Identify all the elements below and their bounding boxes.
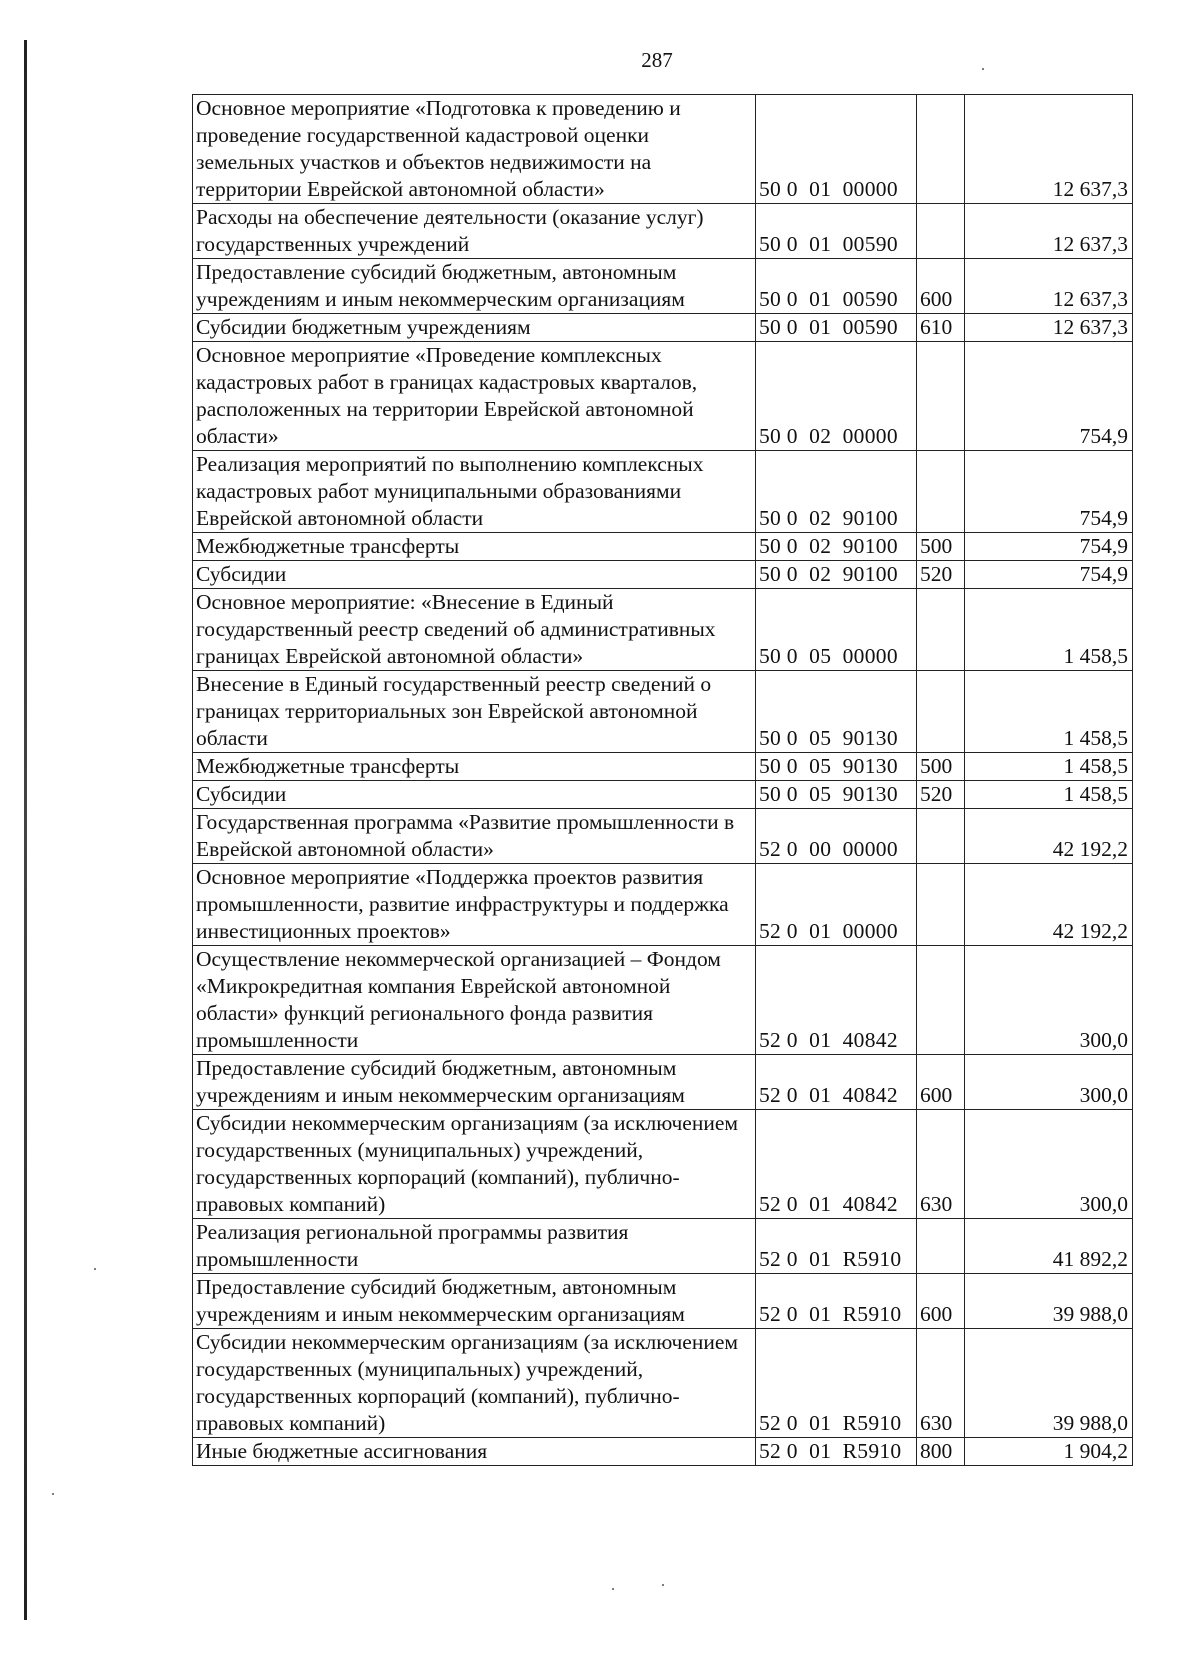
row-amount-cell: 1 458,5 <box>965 781 1133 809</box>
row-name-cell: Межбюджетные трансферты <box>193 533 756 561</box>
row-code-cell: 52 0 01 40842 <box>756 946 917 1055</box>
row-amount-cell: 754,9 <box>965 533 1133 561</box>
table-row <box>193 809 1133 864</box>
row-name-cell: Реализация мероприятий по выполнению комплексных кадастровых работ муниципальными образованиями Еврейской автономной области <box>193 451 756 533</box>
row-code-cell: 50 0 02 90100 <box>756 451 917 533</box>
row-type-cell <box>917 1219 965 1274</box>
row-amount-cell: 1 458,5 <box>965 753 1133 781</box>
row-code-cell: 50 0 02 90100 <box>756 561 917 589</box>
row-type-cell: 630 <box>917 1329 965 1438</box>
row-name-cell: Субсидии <box>193 781 756 809</box>
row-type-cell: 500 <box>917 533 965 561</box>
row-amount-cell: 300,0 <box>965 946 1133 1055</box>
row-name-cell: Основное мероприятие «Проведение комплексных кадастровых работ в границах кадастровых кварталов, расположенных на территории Еврейской автономной области» <box>193 342 756 451</box>
budget-table <box>192 94 1133 1466</box>
row-name-cell: Субсидии некоммерческим организациям (за исключением государственных (муниципальных) учреждений, государственных корпораций (компаний), публично-правовых компаний) <box>193 1329 756 1438</box>
row-name-cell: Государственная программа «Развитие промышленности в Еврейской автономной области» <box>193 809 756 864</box>
row-amount-cell: 39 988,0 <box>965 1274 1133 1329</box>
table-row <box>193 342 1133 451</box>
row-amount-cell: 41 892,2 <box>965 1219 1133 1274</box>
row-name-cell: Субсидии некоммерческим организациям (за исключением государственных (муниципальных) учреждений, государственных корпораций (компаний), публично-правовых компаний) <box>193 1110 756 1219</box>
row-code-cell: 50 0 05 90130 <box>756 753 917 781</box>
row-name-cell: Иные бюджетные ассигнования <box>193 1438 756 1466</box>
row-type-cell: 520 <box>917 561 965 589</box>
row-code-cell: 50 0 02 90100 <box>756 533 917 561</box>
row-type-cell <box>917 589 965 671</box>
table-row <box>193 946 1133 1055</box>
row-name-cell: Субсидии <box>193 561 756 589</box>
row-type-cell: 630 <box>917 1110 965 1219</box>
row-type-cell <box>917 946 965 1055</box>
row-name-cell: Основное мероприятие: «Внесение в Единый государственный реестр сведений об административных границах Еврейской автономной области» <box>193 589 756 671</box>
row-type-cell: 600 <box>917 1274 965 1329</box>
table-row <box>193 1438 1133 1466</box>
table-row <box>193 314 1133 342</box>
table-row <box>193 204 1133 259</box>
row-type-cell <box>917 204 965 259</box>
row-name-cell: Основное мероприятие «Подготовка к проведению и проведение государственной кадастровой оценки земельных участков и объектов недвижимости на территории Еврейской автономной области» <box>193 95 756 204</box>
row-amount-cell: 1 458,5 <box>965 671 1133 753</box>
row-amount-cell: 1 458,5 <box>965 589 1133 671</box>
row-name-cell: Реализация региональной программы развития промышленности <box>193 1219 756 1274</box>
table-row <box>193 1329 1133 1438</box>
scan-speck <box>94 1268 96 1270</box>
row-amount-cell: 300,0 <box>965 1110 1133 1219</box>
row-code-cell: 52 0 01 R5910 <box>756 1274 917 1329</box>
budget-table-body <box>193 95 1133 1466</box>
row-code-cell: 50 0 05 90130 <box>756 781 917 809</box>
table-row <box>193 561 1133 589</box>
row-name-cell: Предоставление субсидий бюджетным, автономным учреждениям и иным некоммерческим организациям <box>193 259 756 314</box>
table-row <box>193 259 1133 314</box>
table-row <box>193 671 1133 753</box>
scan-speck <box>662 1584 664 1586</box>
row-type-cell <box>917 864 965 946</box>
row-code-cell: 52 0 01 R5910 <box>756 1329 917 1438</box>
row-code-cell: 52 0 01 R5910 <box>756 1219 917 1274</box>
row-name-cell: Внесение в Единый государственный реестр сведений о границах территориальных зон Еврейской автономной области <box>193 671 756 753</box>
row-code-cell: 50 0 01 00000 <box>756 95 917 204</box>
row-code-cell: 52 0 01 R5910 <box>756 1438 917 1466</box>
table-row <box>193 864 1133 946</box>
row-code-cell: 52 0 00 00000 <box>756 809 917 864</box>
table-row <box>193 589 1133 671</box>
row-name-cell: Межбюджетные трансферты <box>193 753 756 781</box>
row-code-cell: 50 0 02 00000 <box>756 342 917 451</box>
row-type-cell <box>917 451 965 533</box>
row-code-cell: 52 0 01 00000 <box>756 864 917 946</box>
row-name-cell: Предоставление субсидий бюджетным, автономным учреждениям и иным некоммерческим организациям <box>193 1274 756 1329</box>
page-number: 287 <box>641 48 673 72</box>
row-amount-cell: 39 988,0 <box>965 1329 1133 1438</box>
row-type-cell <box>917 671 965 753</box>
row-amount-cell: 12 637,3 <box>965 314 1133 342</box>
table-row <box>193 1219 1133 1274</box>
table-row <box>193 95 1133 204</box>
row-code-cell: 52 0 01 40842 <box>756 1055 917 1110</box>
table-row <box>193 781 1133 809</box>
row-type-cell <box>917 809 965 864</box>
table-row <box>193 1110 1133 1219</box>
row-type-cell <box>917 95 965 204</box>
scan-edge-line <box>24 40 27 1620</box>
row-amount-cell: 1 904,2 <box>965 1438 1133 1466</box>
table-row <box>193 753 1133 781</box>
row-amount-cell: 12 637,3 <box>965 204 1133 259</box>
table-row <box>193 533 1133 561</box>
row-amount-cell: 754,9 <box>965 451 1133 533</box>
row-name-cell: Субсидии бюджетным учреждениям <box>193 314 756 342</box>
row-type-cell: 610 <box>917 314 965 342</box>
row-amount-cell: 754,9 <box>965 342 1133 451</box>
row-code-cell: 50 0 05 90130 <box>756 671 917 753</box>
row-code-cell: 50 0 05 00000 <box>756 589 917 671</box>
row-amount-cell: 42 192,2 <box>965 809 1133 864</box>
row-amount-cell: 42 192,2 <box>965 864 1133 946</box>
scan-speck <box>52 1493 54 1495</box>
row-code-cell: 52 0 01 40842 <box>756 1110 917 1219</box>
table-row <box>193 1274 1133 1329</box>
row-amount-cell: 12 637,3 <box>965 95 1133 204</box>
table-row <box>193 451 1133 533</box>
row-code-cell: 50 0 01 00590 <box>756 314 917 342</box>
row-amount-cell: 754,9 <box>965 561 1133 589</box>
row-amount-cell: 300,0 <box>965 1055 1133 1110</box>
row-name-cell: Расходы на обеспечение деятельности (оказание услуг) государственных учреждений <box>193 204 756 259</box>
row-type-cell: 800 <box>917 1438 965 1466</box>
row-type-cell: 600 <box>917 1055 965 1110</box>
row-code-cell: 50 0 01 00590 <box>756 259 917 314</box>
row-name-cell: Основное мероприятие «Поддержка проектов развития промышленности, развитие инфраструктуры и поддержка инвестиционных проектов» <box>193 864 756 946</box>
row-type-cell: 600 <box>917 259 965 314</box>
row-type-cell <box>917 342 965 451</box>
row-name-cell: Предоставление субсидий бюджетным, автономным учреждениям и иным некоммерческим организациям <box>193 1055 756 1110</box>
row-code-cell: 50 0 01 00590 <box>756 204 917 259</box>
table-row <box>193 1055 1133 1110</box>
scan-speck <box>612 1588 614 1590</box>
row-name-cell: Осуществление некоммерческой организацией – Фондом «Микрокредитная компания Еврейской автономной области» функций регионального фонда развития промышленности <box>193 946 756 1055</box>
row-type-cell: 500 <box>917 753 965 781</box>
row-type-cell: 520 <box>917 781 965 809</box>
row-amount-cell: 12 637,3 <box>965 259 1133 314</box>
